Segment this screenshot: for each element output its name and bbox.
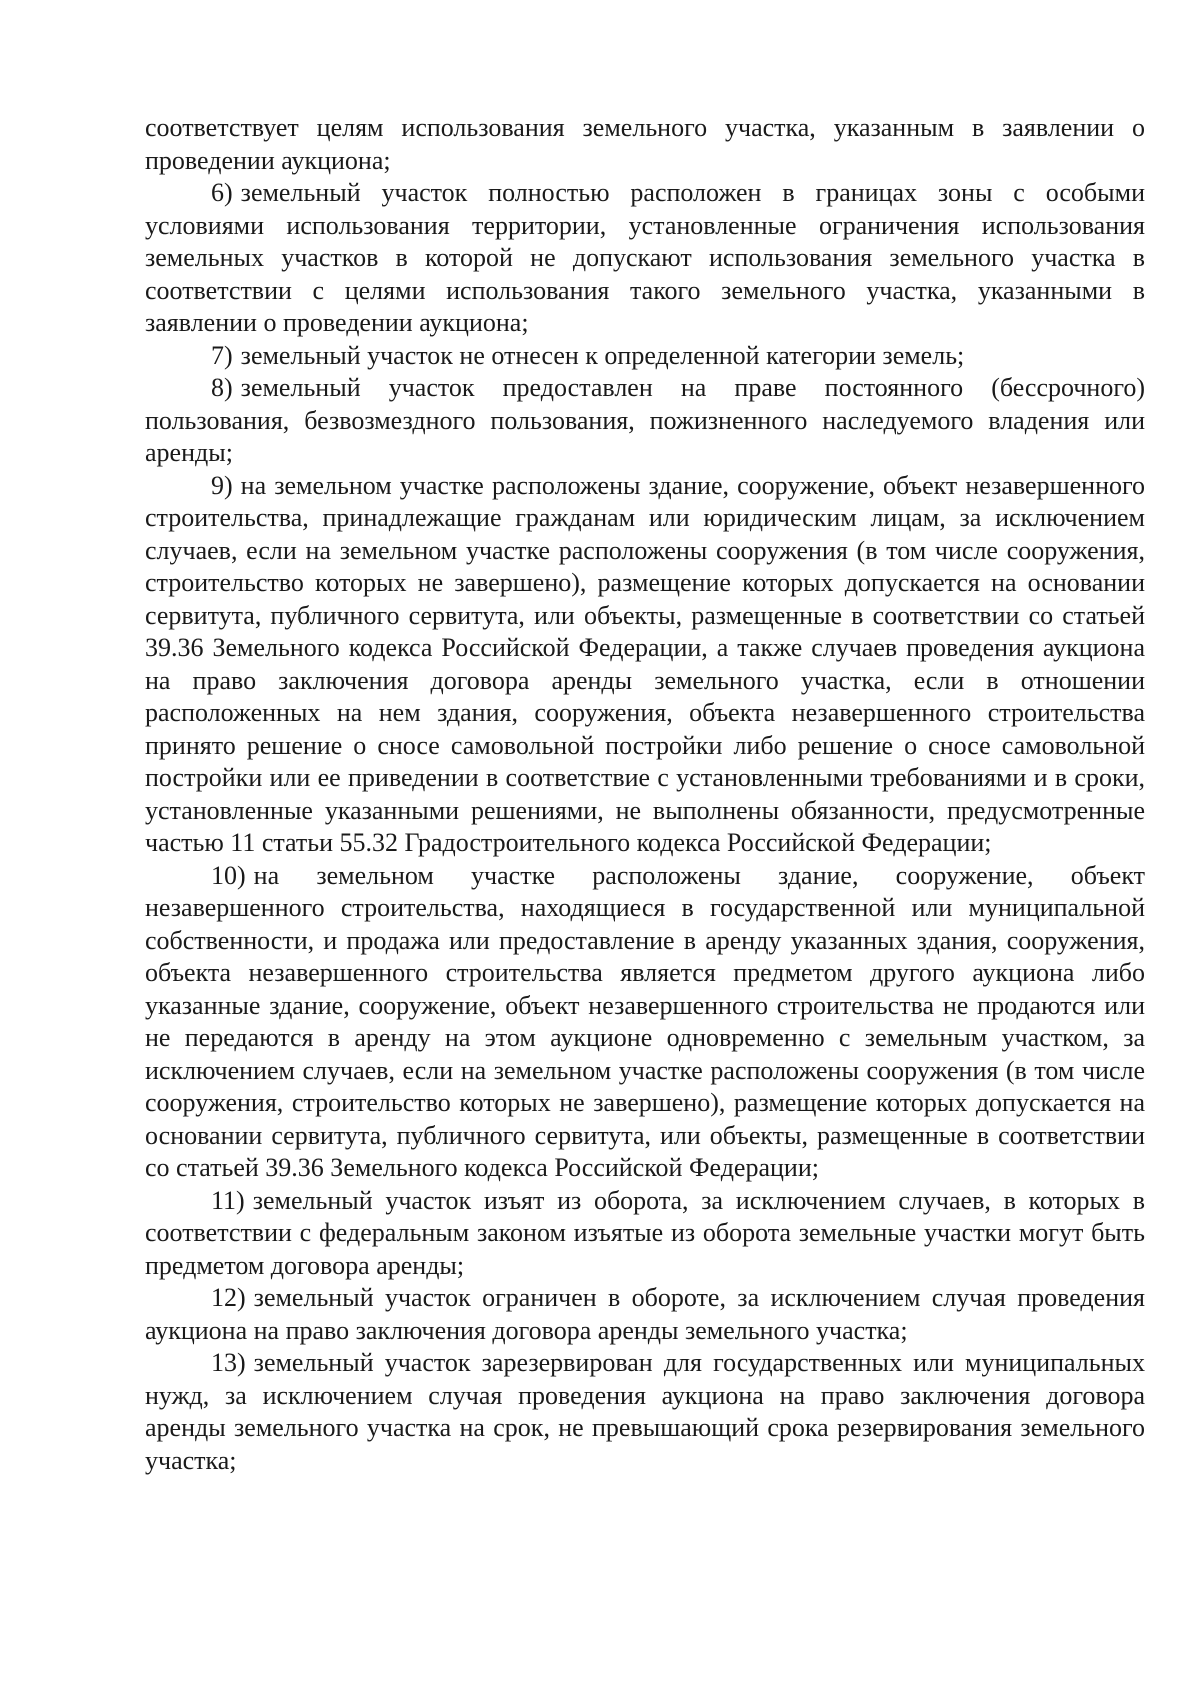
item-number: 9) (211, 470, 233, 500)
item-number: 11) (211, 1185, 245, 1215)
list-item-11 (145, 1185, 1145, 1283)
document-page (145, 112, 1145, 1477)
list-item-10 (145, 860, 1145, 1185)
item-number: 10) (211, 860, 246, 890)
list-item-9 (145, 470, 1145, 860)
list-item-12 (145, 1282, 1145, 1347)
item-text: земельный участок предоставлен на праве постоянного (бессрочного) пользования, безвозмездного пользования, пожизненного наследуемого владения или аренды; (145, 373, 1145, 467)
item-number: 7) (211, 340, 233, 370)
item-text: на земельном участке расположены здание, сооружение, объект незавершенного строительства, принадлежащие гражданам или юридическим лицам, за исключением случаев, если на земельном участке расположены сооружения (в том числе сооружения, строительство которых не завершено), размещение которых допускается на основании сервитута, публичного сервитута, или объекты, размещенные в соответствии со статьей 39.36 Земельного кодекса Российской Федерации, а также случаев проведения аукциона на право заключения договора аренды земельного участка, если в отношении расположенных на нем здания, сооружения, объекта незавершенного строительства принято решение о сносе самовольной постройки либо решение о сносе самовольной постройки или ее приведении в соответствие с установленными требованиями и в сроки, установленные указанными решениями, не выполнены обязанности, предусмотренные частью 11 статьи 55.32 Градостроительного кодекса Российской Федерации; (145, 470, 1145, 857)
list-item-8 (145, 372, 1145, 470)
item-text: на земельном участке расположены здание, сооружение, объект незавершенного строительства, находящиеся в государственной или муниципальной собственности, и продажа или предоставление в аренду указанных здания, сооружения, объекта незавершенного строительства является предметом другого аукциона либо указанные здание, сооружение, объект незавершенного строительства не продаются или не передаются в аренду на этом аукционе одновременно с земельным участком, за исключением случаев, если на земельном участке расположены сооружения (в том числе сооружения, строительство которых не завершено), размещение которых допускается на основании сервитута, публичного сервитута, или объекты, размещенные в соответствии со статьей 39.36 Земельного кодекса Российской Федерации; (145, 860, 1145, 1182)
intro-paragraph: соответствует целям использования земельного участка, указанным в заявлении о проведении аукциона; (145, 113, 1145, 175)
item-text: земельный участок зарезервирован для государственных или муниципальных нужд, за исключением случая проведения аукциона на право заключения договора аренды земельного участка на срок, не превышающий срока резервирования земельного участка; (145, 1348, 1145, 1475)
list-item-13 (145, 1347, 1145, 1477)
item-number: 6) (211, 178, 233, 207)
item-number: 8) (211, 373, 233, 402)
item-number: 13) (211, 1348, 246, 1377)
list-item-7 (145, 340, 1145, 373)
item-text: земельный участок не отнесен к определенной категории земель; (240, 340, 965, 370)
item-text: земельный участок полностью расположен в границах зоны с особыми условиями использования территории, установленные ограничения использования земельных участков в которой не допускают использования земельного участка в соответствии с целями использования такого земельного участка, указанными в заявлении о проведении аукциона; (145, 178, 1145, 337)
item-number: 12) (211, 1283, 246, 1312)
list-item-6 (145, 177, 1145, 340)
item-text: земельный участок ограничен в обороте, за исключением случая проведения аукциона на право заключения договора аренды земельного участка; (145, 1283, 1145, 1345)
item-text: земельный участок изъят из оборота, за исключением случаев, в которых в соответствии с федеральным законом изъятые из оборота земельные участки могут быть предметом договора аренды; (145, 1185, 1145, 1280)
